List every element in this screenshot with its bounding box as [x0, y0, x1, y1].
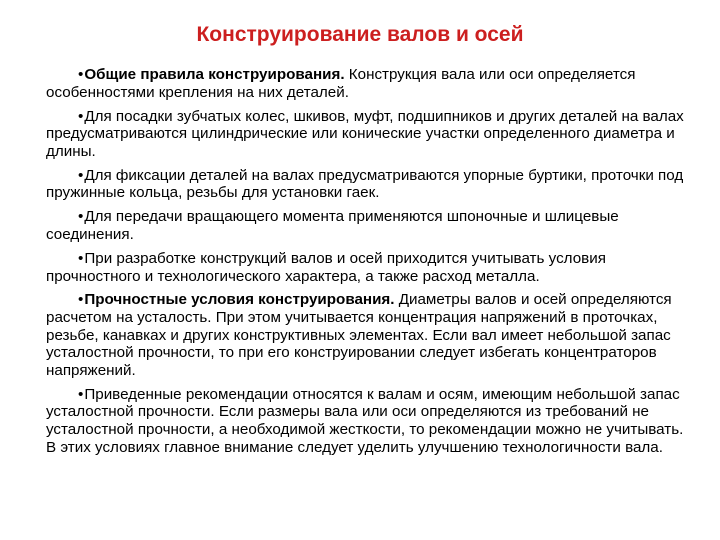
- bullet-marker: •: [78, 385, 84, 403]
- slide-title: Конструирование валов и осей: [196, 23, 524, 46]
- paragraph-text: Диаметры валов и осей определяются расчетом на усталость. При этом учитывается концентрация напряжений в проточках, резьбе, канавках и других конструктивных элементах. Если вал имеет небольшой запас усталостной прочности, то при его конструировании следует избегать концентраторов напряжений.: [46, 291, 672, 379]
- bullet-marker: •: [78, 208, 84, 226]
- slide-body: [46, 66, 686, 463]
- paragraph-text: При разработке конструкций валов и осей приходится учитывать условия прочностного и технологического характера, а также расход металла.: [46, 249, 606, 285]
- paragraph-general-rules: [46, 66, 686, 101]
- paragraph-text: Конструкция вала или оси определяется особенностями крепления на них деталей.: [46, 66, 636, 101]
- bullet-marker: •: [78, 291, 84, 309]
- paragraph-fit-sections: [46, 108, 686, 161]
- paragraph-design-conditions: [46, 250, 686, 285]
- paragraph-text: Приведенные рекомендации относятся к валам и осям, имеющим небольшой запас усталостной прочности. Если размеры вала или оси определяются из требований не усталостной прочности, а необходимой жесткости, то рекомендации можно не учитывать. В этих условиях главное внимание следует уделить улучшению технологичности вала.: [46, 385, 684, 456]
- paragraph-text: Для фиксации деталей на валах предусматриваются упорные буртики, проточки под пружинные кольца, резьбы для установки гаек.: [46, 166, 684, 202]
- paragraph-lead: Общие правила конструирования.: [84, 66, 349, 83]
- paragraph-recommendations: [46, 386, 686, 456]
- bullet-marker: •: [78, 107, 84, 125]
- paragraph-text: Для посадки зубчатых колес, шкивов, муфт, подшипников и других деталей на валах предусматриваются цилиндрические или конические участки определенного диаметра и длины.: [46, 107, 684, 160]
- paragraph-lead: Прочностные условия конструирования.: [84, 291, 399, 309]
- paragraph-text: Для передачи вращающего момента применяются шпоночные и шлицевые соединения.: [46, 208, 619, 243]
- paragraph-fixation: [46, 167, 686, 202]
- paragraph-strength-conditions: [46, 291, 686, 379]
- bullet-marker: •: [78, 166, 84, 184]
- bullet-marker: •: [78, 66, 84, 83]
- paragraph-torque-transfer: [46, 208, 686, 243]
- bullet-marker: •: [78, 249, 84, 267]
